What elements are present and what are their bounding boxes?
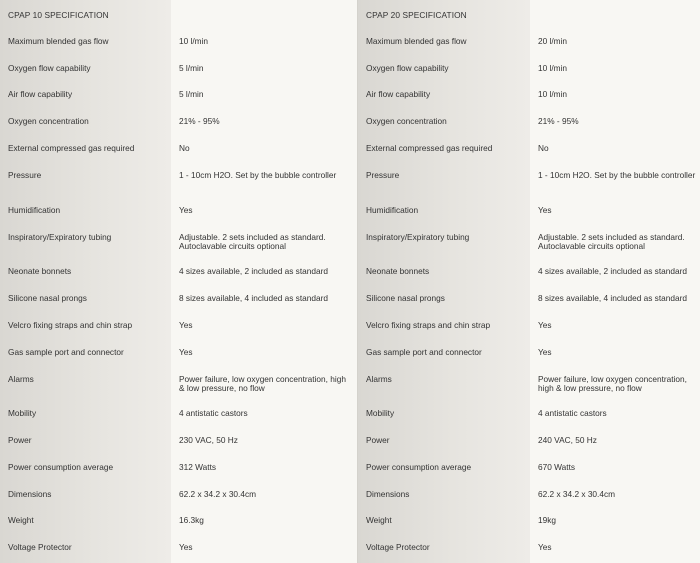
cpap20-spec-value: 1 - 10cm H2O. Set by the bubble controller: [538, 170, 696, 180]
cpap10-spec-label: External compressed gas required: [8, 143, 135, 153]
cpap20-spec-value: Yes: [538, 542, 552, 552]
cpap10-spec-value: Yes: [179, 347, 193, 357]
cpap10-spec-value: 5 l/min: [179, 63, 204, 73]
cpap10-spec-label: Pressure: [8, 170, 42, 180]
cpap20-spec-label: Power: [366, 435, 390, 445]
cpap20-value-column: [530, 0, 700, 563]
cpap10-spec-label: Dimensions: [8, 489, 52, 499]
cpap10-spec-label: Voltage Protector: [8, 542, 72, 552]
cpap20-spec-value: Power failure, low oxygen concentration, high & low pressure, no flow: [538, 374, 687, 393]
cpap20-spec-value: Yes: [538, 320, 552, 330]
cpap20-spec-label: Silicone nasal prongs: [366, 293, 445, 303]
cpap10-spec-value: 21% - 95%: [179, 116, 220, 126]
cpap20-label-column: [358, 0, 530, 563]
cpap10-spec-value: Adjustable. 2 sets included as standard. Autoclavable circuits optional: [179, 232, 326, 251]
cpap20-spec-label: Maximum blended gas flow: [366, 36, 467, 46]
cpap10-spec-label: Silicone nasal prongs: [8, 293, 87, 303]
cpap20-spec-panel: [358, 0, 700, 563]
cpap20-spec-label: Oxygen concentration: [366, 116, 447, 126]
cpap10-spec-label: Weight: [8, 515, 34, 525]
cpap10-spec-value: No: [179, 143, 190, 153]
cpap20-spec-label: Neonate bonnets: [366, 266, 430, 276]
cpap10-spec-value: 62.2 x 34.2 x 30.4cm: [179, 489, 257, 499]
cpap20-spec-value: 240 VAC, 50 Hz: [538, 435, 597, 445]
cpap20-spec-value: Yes: [538, 205, 552, 215]
cpap10-spec-label: Oxygen flow capability: [8, 63, 91, 73]
cpap10-spec-label: Power consumption average: [8, 462, 114, 472]
cpap10-label-column: [0, 0, 171, 563]
cpap10-spec-label: Gas sample port and connector: [8, 347, 124, 357]
cpap10-spec-value: 1 - 10cm H2O. Set by the bubble controller: [179, 170, 337, 180]
cpap20-spec-label: Dimensions: [366, 489, 410, 499]
cpap20-spec-value: Adjustable. 2 sets included as standard. Autoclavable circuits optional: [538, 232, 685, 251]
cpap10-spec-label: Velcro fixing straps and chin strap: [8, 320, 133, 330]
cpap10-spec-value: 5 l/min: [179, 89, 204, 99]
cpap10-value-column: [171, 0, 357, 563]
cpap20-spec-label: Gas sample port and connector: [366, 347, 482, 357]
cpap10-spec-label: Mobility: [8, 408, 37, 418]
cpap10-spec-value: 10 l/min: [179, 36, 209, 46]
cpap20-spec-value: 8 sizes available, 4 included as standard: [538, 293, 687, 303]
cpap20-spec-title: CPAP 20 SPECIFICATION: [366, 10, 467, 20]
cpap20-spec-value: 670 Watts: [538, 462, 576, 472]
cpap10-spec-value: Power failure, low oxygen concentration, high & low pressure, no flow: [179, 374, 346, 393]
cpap20-spec-label: Alarms: [366, 374, 392, 384]
cpap10-spec-value: 8 sizes available, 4 included as standard: [179, 293, 328, 303]
cpap10-spec-label: Alarms: [8, 374, 34, 384]
cpap20-spec-value: 20 l/min: [538, 36, 568, 46]
cpap10-spec-value: Yes: [179, 205, 193, 215]
cpap10-spec-value: Yes: [179, 542, 193, 552]
cpap10-spec-label: Oxygen concentration: [8, 116, 89, 126]
cpap10-spec-value: 16.3kg: [179, 515, 204, 525]
cpap20-spec-value: 19kg: [538, 515, 556, 525]
cpap10-spec-label: Humidification: [8, 205, 61, 215]
cpap20-spec-label: Mobility: [366, 408, 395, 418]
cpap20-spec-value: Yes: [538, 347, 552, 357]
cpap20-spec-label: Voltage Protector: [366, 542, 430, 552]
cpap20-spec-value: No: [538, 143, 549, 153]
cpap20-spec-label: Power consumption average: [366, 462, 472, 472]
cpap20-spec-label: Humidification: [366, 205, 419, 215]
cpap20-spec-label: Pressure: [366, 170, 400, 180]
cpap20-spec-label: External compressed gas required: [366, 143, 493, 153]
cpap10-spec-label: Air flow capability: [8, 89, 73, 99]
cpap20-spec-label: Inspiratory/Expiratory tubing: [366, 232, 470, 242]
cpap20-spec-label: Oxygen flow capability: [366, 63, 449, 73]
cpap10-spec-value: 312 Watts: [179, 462, 217, 472]
cpap20-spec-value: 10 l/min: [538, 89, 568, 99]
cpap10-spec-value: 4 sizes available, 2 included as standard: [179, 266, 328, 276]
cpap10-spec-label: Neonate bonnets: [8, 266, 72, 276]
cpap20-spec-value: 4 antistatic castors: [538, 408, 607, 418]
cpap10-spec-value: 230 VAC, 50 Hz: [179, 435, 238, 445]
cpap10-spec-title: CPAP 10 SPECIFICATION: [8, 10, 109, 20]
cpap10-spec-value: 4 antistatic castors: [179, 408, 248, 418]
cpap20-spec-value: 21% - 95%: [538, 116, 579, 126]
cpap10-spec-value: Yes: [179, 320, 193, 330]
cpap20-spec-value: 4 sizes available, 2 included as standard: [538, 266, 687, 276]
cpap10-spec-label: Power: [8, 435, 32, 445]
cpap10-spec-label: Maximum blended gas flow: [8, 36, 109, 46]
cpap20-spec-value: 10 l/min: [538, 63, 568, 73]
cpap20-spec-label: Air flow capability: [366, 89, 431, 99]
cpap20-spec-label: Weight: [366, 515, 392, 525]
cpap20-spec-value: 62.2 x 34.2 x 30.4cm: [538, 489, 616, 499]
cpap10-spec-label: Inspiratory/Expiratory tubing: [8, 232, 112, 242]
cpap20-spec-label: Velcro fixing straps and chin strap: [366, 320, 491, 330]
